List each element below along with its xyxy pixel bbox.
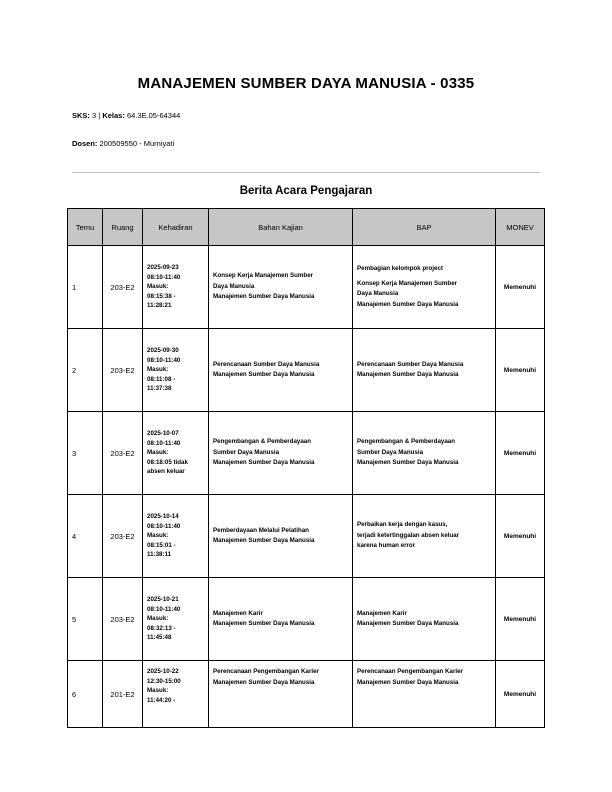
bap-line: karena human error (357, 542, 416, 550)
cell-ruang: 203-E2 (103, 412, 143, 495)
cell-temu: 3 (68, 412, 103, 495)
bap-line: Manajemen Sumber Daya Manusia (357, 678, 459, 686)
cell-kehadiran (143, 329, 209, 412)
cell-temu: 1 (68, 246, 103, 329)
bap-note: Pembagian kelompok project (357, 265, 443, 272)
table-row (68, 661, 545, 728)
cell-ruang: 203-E2 (103, 246, 143, 329)
attendance-line: 11:37:38 (147, 385, 172, 393)
attendance-line: Masuk: (147, 283, 169, 291)
cell-monev: Memenuhi (496, 495, 545, 578)
cell-bap (353, 578, 496, 661)
header-ruang: Ruang (103, 209, 143, 246)
sks-value: 3 (92, 111, 97, 120)
divider (72, 172, 540, 173)
cell-bahan-kajian (209, 578, 353, 661)
attendance-line: 08:18:05 tidak (147, 458, 188, 466)
attendance-line: 11:28:21 (147, 302, 172, 310)
cell-ruang: 203-E2 (103, 329, 143, 412)
cell-ruang: 201-E2 (103, 661, 143, 728)
header-temu: Temu (68, 209, 103, 246)
cell-bap (353, 329, 496, 412)
dosen-label: Dosen: (72, 139, 98, 148)
topic-line: Perencanaan Sumber Daya Manusia (213, 360, 320, 368)
topic-line: Konsep Kerja Manajemen Sumber (213, 272, 314, 280)
header-bap: BAP (353, 209, 496, 246)
cell-bahan-kajian (209, 495, 353, 578)
header-kehadiran: Kehadiran (143, 209, 209, 246)
cell-bap (353, 412, 496, 495)
cell-bahan-kajian (209, 412, 353, 495)
lecturer-line (72, 139, 174, 148)
attendance-line: 08:10-11:40 (147, 439, 181, 447)
cell-ruang: 203-E2 (103, 578, 143, 661)
topic-line: Sumber Daya Manusia (213, 448, 280, 456)
attendance-line: 2025-10-07 (147, 430, 179, 438)
bap-line: Manajemen Sumber Daya Manusia (357, 620, 459, 627)
table-row (68, 495, 545, 578)
topic-line: Pengembangan & Pemberdayaan (213, 438, 311, 446)
cell-temu: 6 (68, 661, 103, 728)
attendance-line: 2025-10-22 (147, 668, 179, 675)
cell-bahan-kajian (209, 246, 353, 329)
table-row (68, 329, 545, 412)
dosen-value: 200509550 - Murniyati (99, 139, 175, 148)
kelas-label: Kelas: (102, 111, 125, 120)
attendance-line: 08:32:13 - (147, 624, 176, 632)
cell-bahan-kajian (209, 661, 353, 728)
topic-line: Daya Manusia (213, 282, 255, 290)
attendance-line: Masuk: (147, 687, 169, 694)
attendance-line: 08:15:01 - (147, 541, 176, 549)
cell-monev: Memenuhi (496, 661, 545, 728)
bap-line: Perencanaan Sumber Daya Manusia (357, 360, 464, 368)
attendance-line: Masuk: (147, 366, 169, 374)
cell-ruang: 203-E2 (103, 495, 143, 578)
course-title: MANAJEMEN SUMBER DAYA MANUSIA - 0335 (137, 75, 475, 92)
kelas-value: 64.3E.05-64344 (126, 111, 181, 120)
topic-line: Manajemen Sumber Daya Manusia (213, 620, 315, 627)
attendance-line: 08:11:08 - (147, 375, 176, 383)
attendance-line: absen keluar (147, 468, 185, 476)
attendance-line: 2025-10-21 (147, 596, 179, 604)
attendance-line: 08:10-11:40 (147, 605, 181, 613)
bap-line: Konsep Kerja Manajemen Sumber (357, 279, 458, 287)
course-info-line (72, 111, 180, 120)
table-row (68, 578, 545, 661)
attendance-line: Masuk: (147, 449, 169, 457)
header-bahan-kajian: Bahan Kajian (209, 209, 353, 246)
topic-line: Manajemen Sumber Daya Manusia (213, 459, 315, 467)
cell-temu: 5 (68, 578, 103, 661)
cell-monev: Memenuhi (496, 329, 545, 412)
topic-line: Manajemen Sumber Daya Manusia (213, 537, 315, 544)
table-row (68, 246, 545, 329)
bap-line: Perbaikan kerja dengan kasus, (357, 521, 448, 529)
section-title: Berita Acara Pengajaran (239, 185, 373, 197)
cell-bap (353, 246, 496, 329)
cell-monev: Memenuhi (496, 578, 545, 661)
cell-monev: Memenuhi (496, 412, 545, 495)
topic-line: Manajemen Sumber Daya Manusia (213, 293, 315, 301)
cell-kehadiran (143, 412, 209, 495)
header-monev: MONEV (496, 209, 545, 246)
bap-line: Manajemen Sumber Daya Manusia (357, 371, 459, 378)
attendance-line: 08:10-11:40 (147, 522, 181, 530)
attendance-line: Masuk: (147, 532, 169, 540)
bap-line: Manajemen Karir (357, 609, 407, 617)
attendance-line: 08:10-11:40 (147, 273, 181, 281)
bap-line: Pengembangan & Pemberdayaan (357, 438, 455, 446)
cell-monev: Memenuhi (496, 246, 545, 329)
topic-line: Manajemen Sumber Daya Manusia (213, 371, 315, 378)
cell-kehadiran (143, 495, 209, 578)
bap-line: Sumber Daya Manusia (357, 448, 424, 456)
table-row (68, 412, 545, 495)
cell-bap (353, 661, 496, 728)
bap-line: Perencanaan Pengembangan Karier (357, 668, 463, 675)
attendance-line: 08:10-11:40 (147, 356, 181, 364)
cell-temu: 4 (68, 495, 103, 578)
attendance-line: 11:45:48 (147, 634, 172, 642)
cell-kehadiran (143, 661, 209, 728)
attendance-line: 2025-09-23 (147, 264, 179, 272)
bap-line: Manajemen Sumber Daya Manusia (357, 300, 459, 308)
teaching-record-table (67, 208, 545, 728)
attendance-line: 11:38:11 (147, 551, 172, 559)
topic-line: Pemberdayaan Melalui Pelatihan (213, 526, 309, 534)
cell-bahan-kajian (209, 329, 353, 412)
attendance-line: Masuk: (147, 615, 169, 623)
topic-line: Perencanaan Pengembangan Karier (213, 668, 319, 675)
topic-line: Manajemen Sumber Daya Manusia (213, 678, 315, 686)
attendance-line: 12:30-15:00 (147, 677, 181, 685)
cell-kehadiran (143, 246, 209, 329)
attendance-line: 2025-10-14 (147, 513, 179, 521)
bap-line: Daya Manusia (357, 290, 399, 297)
attendance-line: 08:15:38 - (147, 292, 176, 300)
cell-bap (353, 495, 496, 578)
bap-line: terjadi ketertinggalan absen keluar (357, 531, 460, 539)
attendance-line: 11:44:20 - (147, 696, 176, 704)
bap-line: Manajemen Sumber Daya Manusia (357, 459, 459, 467)
table-header-row (68, 209, 545, 246)
attendance-line: 2025-09-30 (147, 347, 179, 355)
separator: | (98, 111, 101, 120)
topic-line: Manajemen Karir (213, 609, 263, 617)
sks-label: SKS: (72, 111, 90, 120)
cell-temu: 2 (68, 329, 103, 412)
cell-kehadiran (143, 578, 209, 661)
